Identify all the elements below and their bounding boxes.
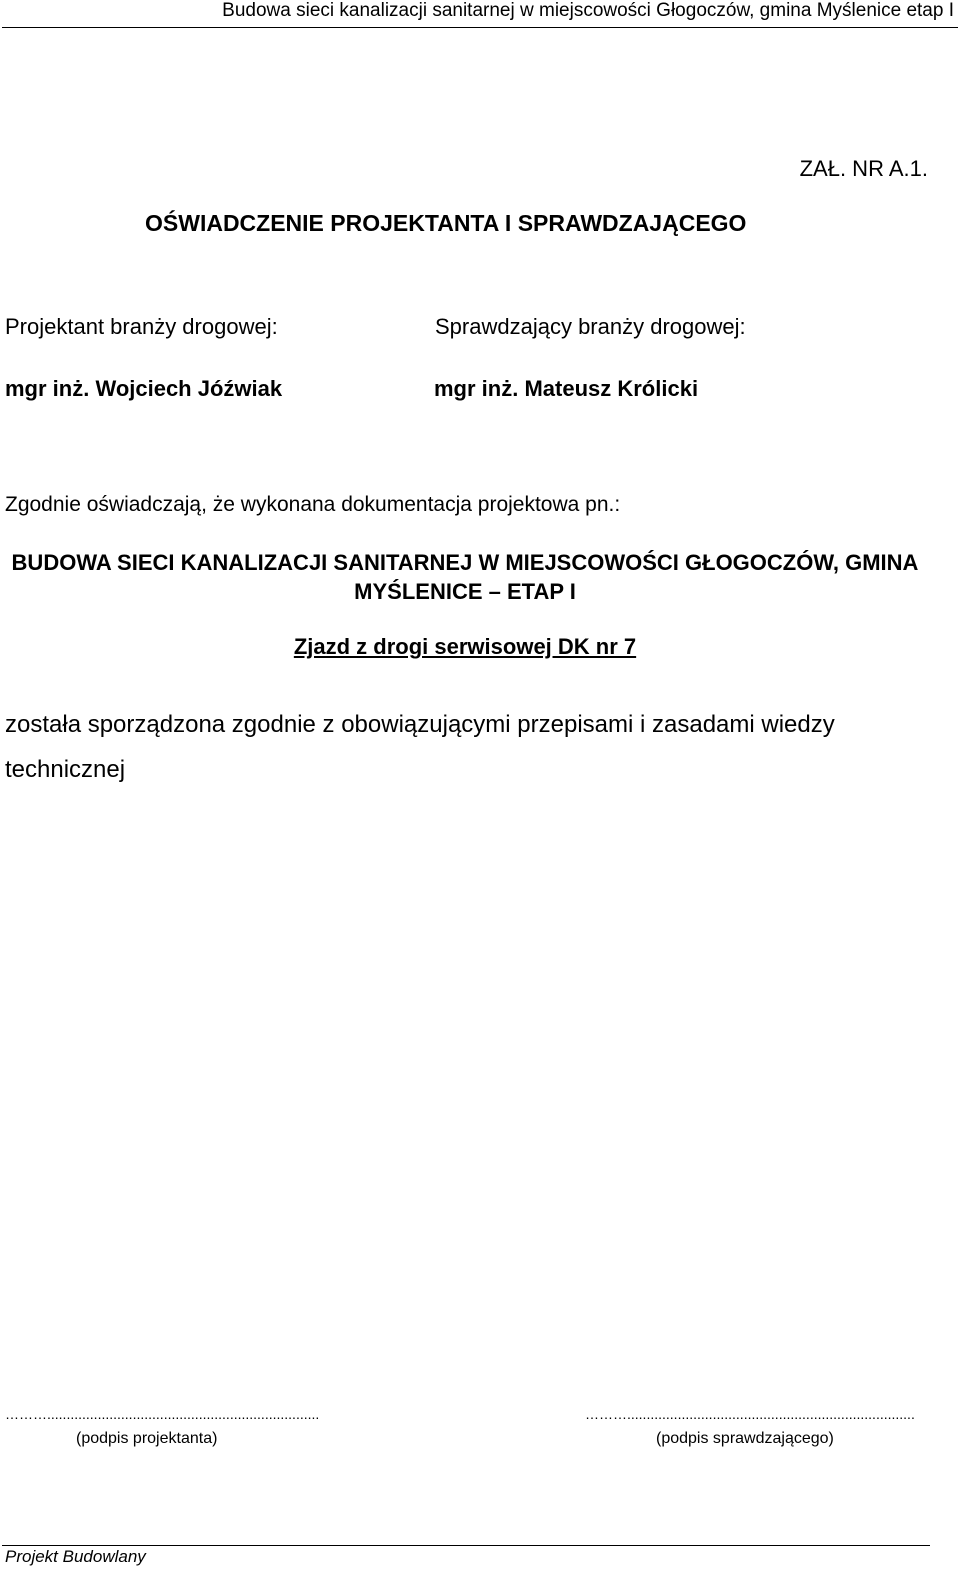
designer-signature-line: ………...................................................................... <box>5 1406 320 1422</box>
checker-name: mgr inż. Mateusz Królicki <box>434 376 699 401</box>
designer-name: mgr inż. Wojciech Jóźwiak <box>5 376 283 401</box>
project-subtitle: Zjazd z drogi serwisowej DK nr 7 <box>293 634 637 659</box>
designer-label: Projektant branży drogowej: <box>5 314 278 339</box>
checker-signature-caption: (podpis sprawdzającego) <box>656 1430 834 1447</box>
checker-signature-line: ……….......................................................................... <box>585 1406 915 1422</box>
statement-text: Zgodnie oświadczają, że wykonana dokumentacja projektowa pn.: <box>5 493 621 516</box>
document-title: OŚWIADCZENIE PROJEKTANTA I SPRAWDZAJĄCEGO <box>145 210 747 236</box>
footer-label: Projekt Budowlany <box>5 1547 146 1566</box>
conclusion-text: została sporządzona zgodnie z obowiązującymi przepisami i zasadami wiedzy technicznej <box>5 711 835 783</box>
footer-divider <box>2 1545 930 1546</box>
attachment-number: ZAŁ. NR A.1. <box>799 156 928 181</box>
header-divider <box>2 27 958 28</box>
running-header: Budowa sieci kanalizacji sanitarnej w miejscowości Głogoczów, gmina Myślenice etap I <box>222 0 954 21</box>
project-name: BUDOWA SIECI KANALIZACJI SANITARNEJ W MIEJSCOWOŚCI GŁOGOCZÓW, GMINA MYŚLENICE – ETAP I <box>11 550 919 604</box>
checker-label: Sprawdzający branży drogowej: <box>435 314 746 339</box>
designer-signature-caption: (podpis projektanta) <box>76 1430 218 1447</box>
